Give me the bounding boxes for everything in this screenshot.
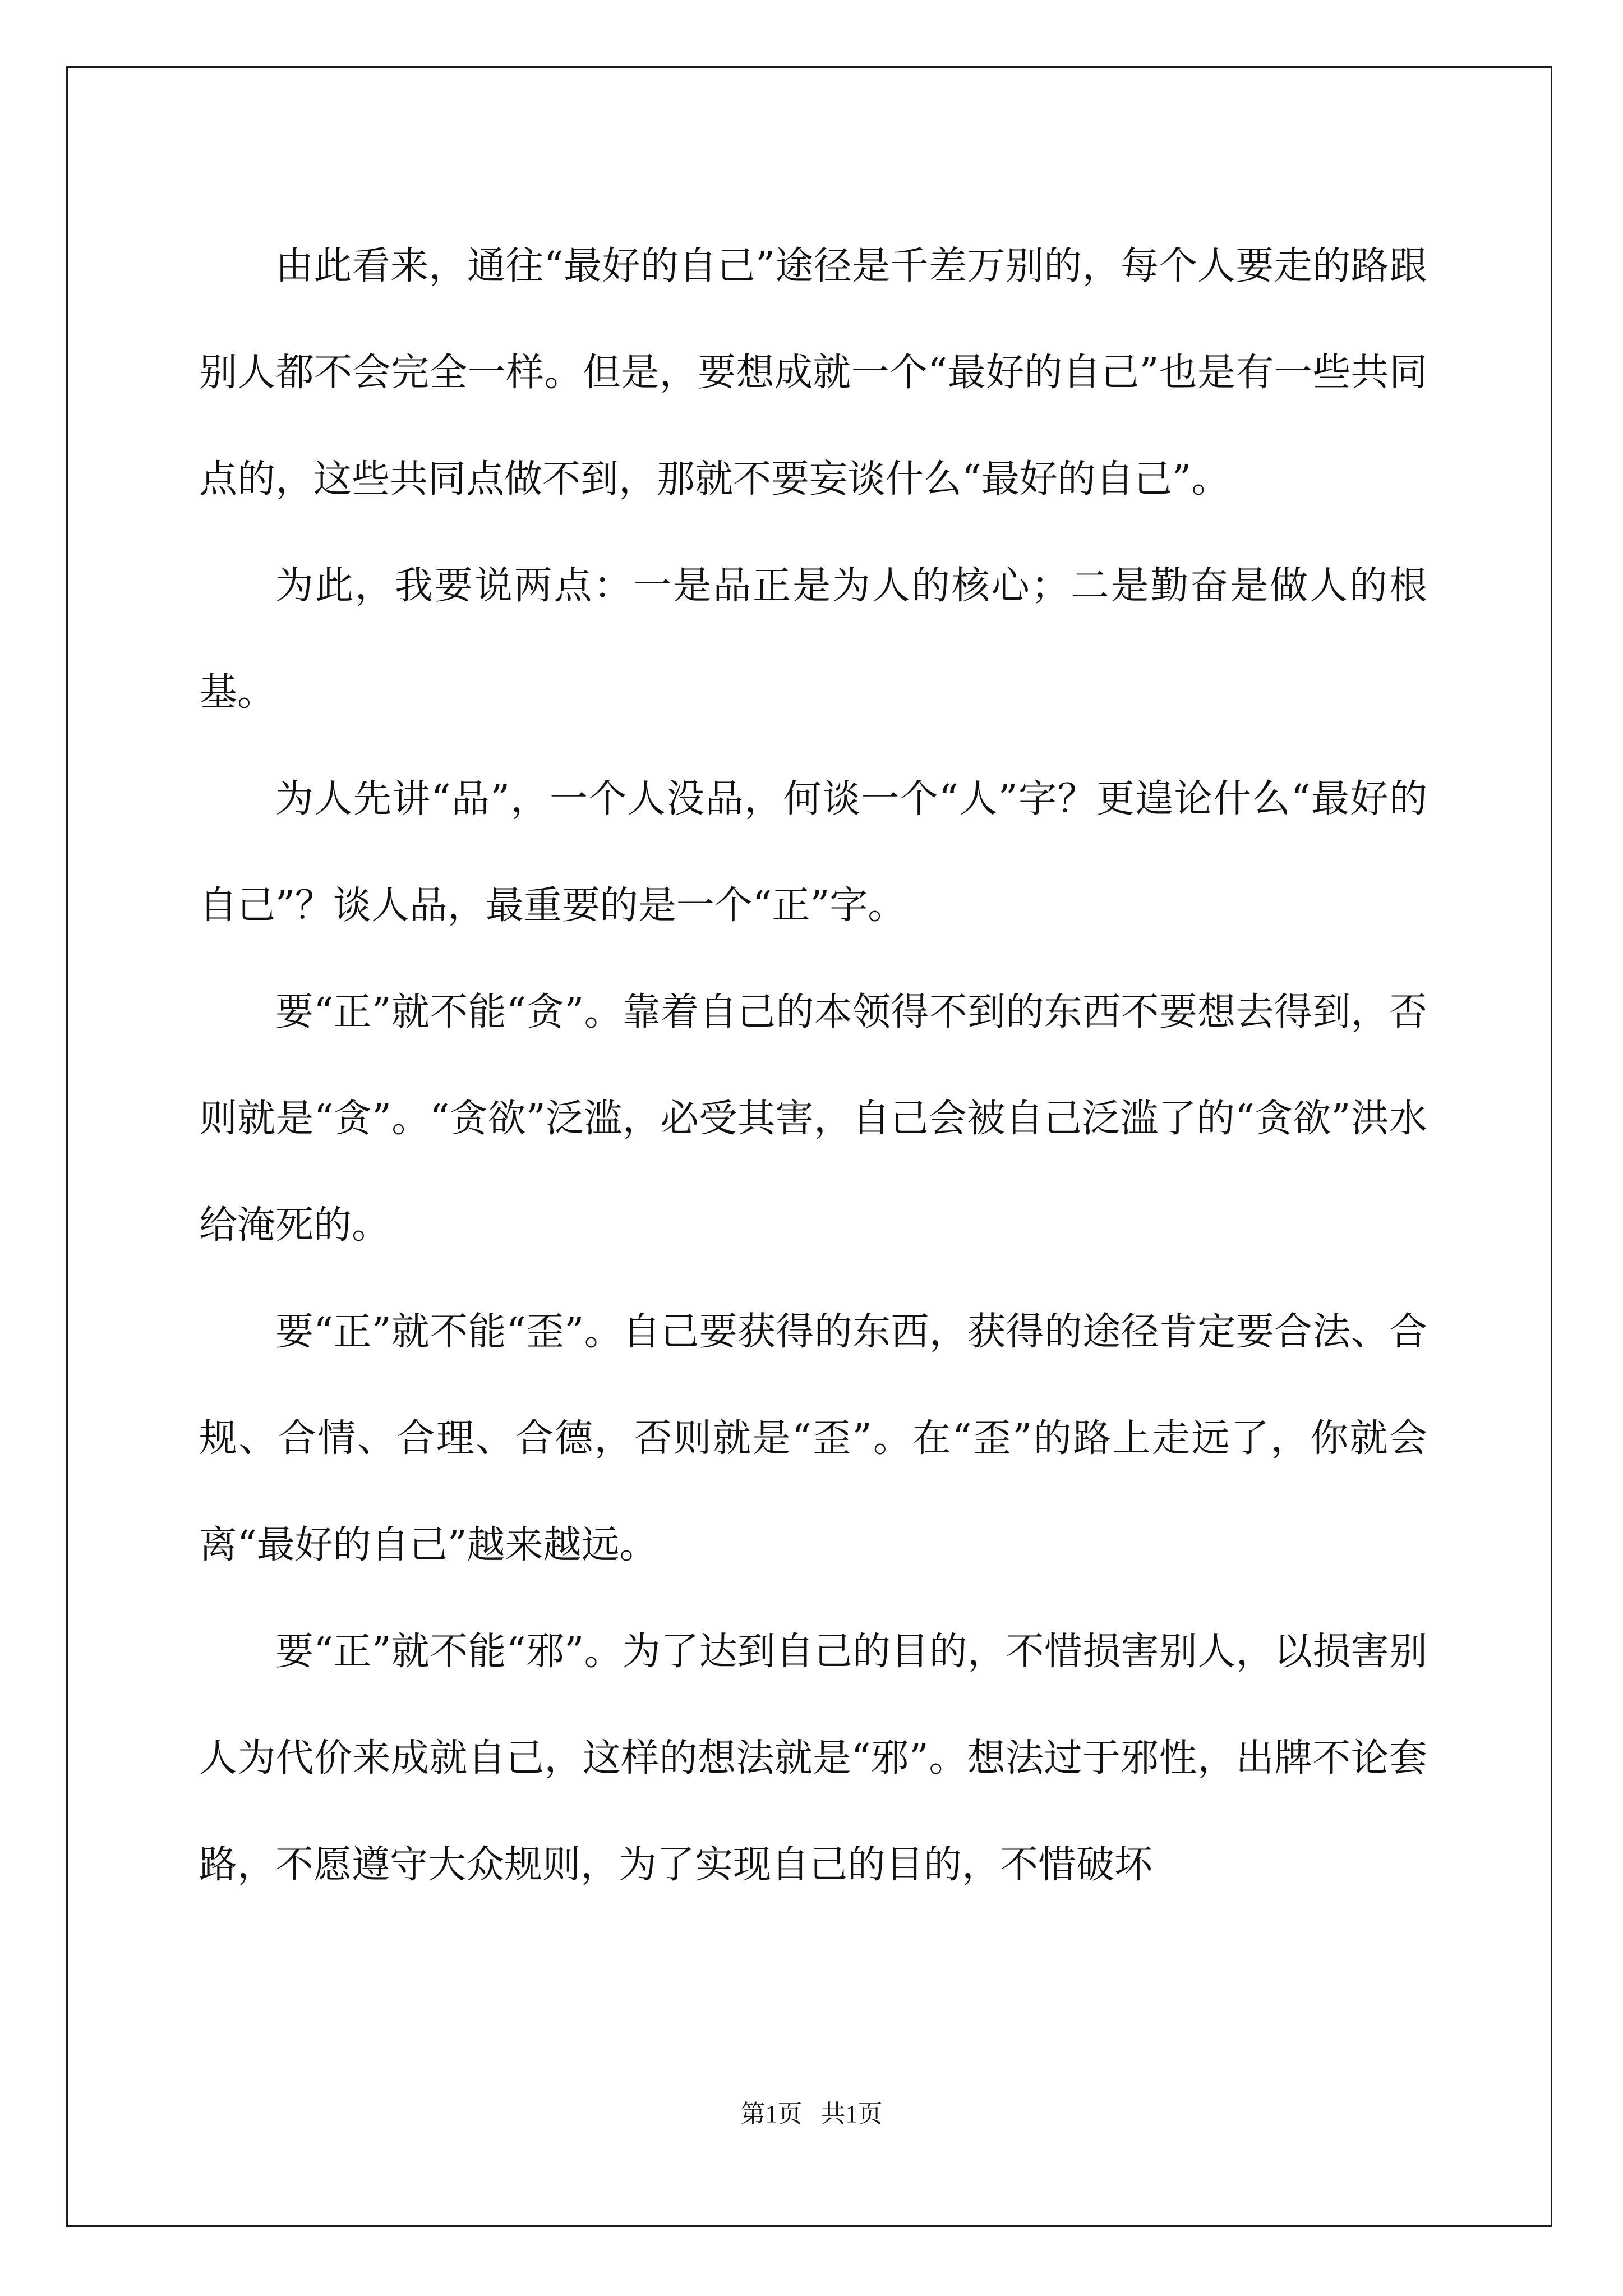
page-footer: 第1页 共1页 xyxy=(740,2100,883,2128)
paragraph: 为人先讲“品”，一个人没品，何谈一个“人”字？更遑论什么“最好的自己”？谈人品，最重要的是一个“正”字。 xyxy=(199,777,1427,928)
paragraph: 为此，我要说两点：一是品正是为人的核心；二是勤奋是做人的根基。 xyxy=(199,564,1427,715)
paragraph: 由此看来，通往“最好的自己”途径是千差万别的，每个人要走的路跟别人都不会完全一样。但是，要想成就一个“最好的自己”也是有一些共同点的，这些共同点做不到，那就不要妄谈什么“最好的自己”。 xyxy=(199,244,1427,501)
document-body xyxy=(199,213,1427,1918)
paragraph: 要“正”就不能“贪”。靠着自己的本领得不到的东西不要想去得到，否则就是“贪”。“贪欲”泛滥，必受其害，自己会被自己泛滥了的“贪欲”洪水给淹死的。 xyxy=(199,990,1427,1248)
paragraph: 要“正”就不能“歪”。自己要获得的东西，获得的途径肯定要合法、合规、合情、合理、合德，否则就是“歪”。在“歪”的路上走远了，你就会离“最好的自己”越来越远。 xyxy=(199,1310,1427,1567)
paragraph: 要“正”就不能“邪”。为了达到自己的目的，不惜损害别人，以损害别人为代价来成就自己，这样的想法就是“邪”。想法过于邪性，出牌不论套路，不愿遵守大众规则，为了实现自己的目的，不惜破坏 xyxy=(199,1630,1427,1887)
